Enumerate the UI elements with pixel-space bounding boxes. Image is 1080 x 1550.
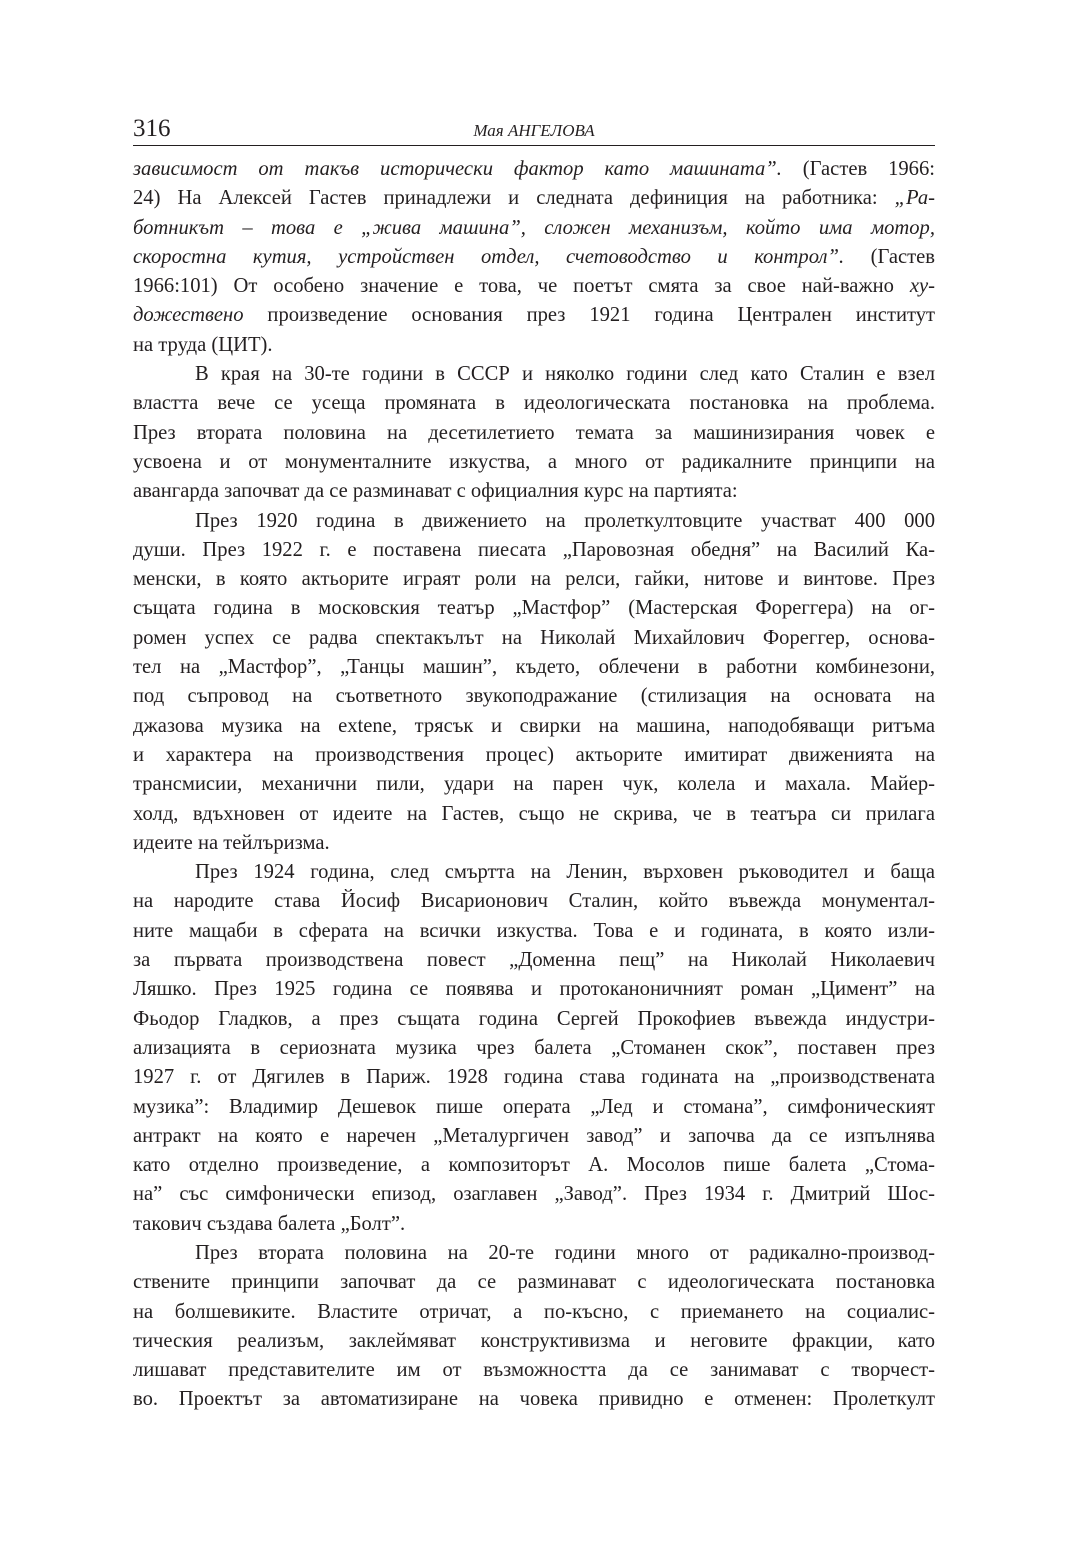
- text-line: [133, 741, 935, 770]
- text-line: [133, 448, 935, 477]
- text-line: [133, 272, 935, 301]
- page-number: 316: [133, 115, 171, 142]
- text-line: [133, 887, 935, 916]
- text-line: [133, 682, 935, 711]
- text-line: [133, 155, 935, 184]
- text-run: антракт на която е наречен „Металургичен завод” и започва да се изпълнява: [133, 1124, 935, 1147]
- text-line: [133, 1385, 935, 1414]
- text-line: [133, 331, 935, 360]
- page: [133, 112, 935, 1415]
- text-run: като отделно произведение, а композиторът А. Мосолов пише балета „Стома-: [133, 1154, 935, 1177]
- text-line: [133, 1268, 935, 1297]
- text-line: [133, 1063, 935, 1092]
- text-line: [133, 858, 935, 887]
- paragraph: [133, 858, 935, 1239]
- paragraph: [133, 360, 935, 506]
- text-run: и характера на производствения процес) актьорите имитират движенията на: [133, 743, 935, 766]
- text-run: во. Проектът за автоматизиране на човека привидно е отменен: Пролеткулт: [133, 1388, 935, 1411]
- italic-run: ху-: [909, 275, 935, 298]
- italic-run: зависимост от такъв исторически фактор като машината”.: [133, 158, 782, 180]
- text-run: тическия реализъм, заклеймяват конструктивизма и неговите фракции, като: [133, 1329, 935, 1352]
- text-line: [133, 1298, 935, 1327]
- text-line: [133, 360, 935, 389]
- text-line: [133, 389, 935, 418]
- text-line: [133, 800, 935, 829]
- text-run: ромен успех се радва спектакълът на Николай Михайлович Фореггер, основа-: [133, 626, 935, 649]
- text-run: трансмисии, механични пили, удари на парен чук, колела и махала. Майер-: [133, 773, 935, 796]
- text-line: [133, 624, 935, 653]
- text-run: същата година в московския театър „Мастфор” (Мастерская Фореггера) на ог-: [133, 597, 935, 620]
- text-run: През 1920 година в движението на пролеткултовците участват 400 000: [195, 509, 935, 532]
- text-run: властта вече се усеща промяната в идеологическата постановка на проблема.: [133, 392, 935, 415]
- text-run: на” със симфонически епизод, озаглавен „Завод”. През 1934 г. Дмитрий Шос-: [133, 1183, 935, 1206]
- text-run: лишават представителите им от възможността да се занимават с творчест-: [133, 1359, 935, 1382]
- running-head: [133, 112, 935, 146]
- text-line: [133, 1239, 935, 1268]
- text-line: [133, 946, 935, 975]
- text-run: музика”: Владимир Дешевок пише операта „Лед и стомана”, симфоническият: [133, 1095, 935, 1118]
- text-run: менски, в която актьорите играят роли на релси, гайки, нитове и винтове. През: [133, 568, 935, 591]
- text-line: [133, 1122, 935, 1151]
- text-line: [133, 829, 935, 858]
- text-run: джазова музика на extene, трясък и свирки на машина, наподобяващи ритъма: [133, 714, 935, 737]
- text-line: [133, 184, 935, 213]
- text-run: През 1924 година, след смъртта на Ленин, върховен ръководител и баща: [195, 861, 935, 884]
- text-run: тел на „Мастфор”, „Танцы машин”, където, облечени в работни комбинезони,: [133, 656, 935, 679]
- text-run: авангарда започват да се разминават с официалния курс на партията:: [133, 480, 738, 503]
- text-run: произведение основания през 1921 година Централен институт: [243, 304, 935, 327]
- text-run: идеите на тейлъризма.: [133, 831, 330, 854]
- text-line: [133, 594, 935, 623]
- text-run: Фьодор Гладков, а през същата година Сергей Прокофиев въвежда индустри-: [133, 1007, 935, 1030]
- text-line: [133, 536, 935, 565]
- text-line: [133, 1356, 935, 1385]
- text-run: за първата производствена повест „Доменна пещ” на Николай Николаевич: [133, 949, 935, 972]
- text-line: [133, 243, 935, 272]
- text-line: [133, 1151, 935, 1180]
- text-run: През втората половина на 20-те години много от радикално-производ-: [195, 1241, 935, 1264]
- text-run: души. През 1922 г. е поставена пиесата „Паровозная обедня” на Василий Ка-: [133, 538, 935, 561]
- text-line: [133, 1093, 935, 1122]
- text-run: на труда (ЦИТ).: [133, 333, 273, 356]
- text-run: на болшевиките. Властите отричат, а по-късно, с приемането на социалис-: [133, 1300, 935, 1323]
- text-line: [133, 419, 935, 448]
- text-line: [133, 507, 935, 536]
- italic-run: ботникът – това е „жива машина”, сложен механизъм, който има мотор,: [133, 216, 935, 239]
- text-run: такович създава балета „Болт”.: [133, 1212, 406, 1235]
- text-run: (Гастев: [844, 245, 935, 268]
- text-line: [133, 712, 935, 741]
- text-run: 1927 г. от Дягилев в Париж. 1928 година става годината на „производствената: [133, 1066, 935, 1089]
- text-run: 1966:101) От особено значение е това, че поетът смята за свое най-важно: [133, 275, 910, 298]
- text-run: холд, вдъхновен от идеите на Гастев, също не скрива, че в театъра си прилага: [133, 802, 935, 825]
- italic-run: дожествено: [133, 304, 244, 327]
- text-run: под съпровод на съответното звукоподражание (стилизация на основата на: [133, 685, 935, 708]
- italic-run: „Ра-: [894, 187, 935, 210]
- text-line: [133, 1005, 935, 1034]
- text-line: [133, 477, 935, 506]
- text-run: През втората половина на десетилетието темата за машинизирания човек е: [133, 421, 935, 444]
- text-line: [133, 1327, 935, 1356]
- text-run: ните мащаби в сферата на всички изкуства. Това е и годината, в която изли-: [133, 919, 935, 942]
- text-line: [133, 917, 935, 946]
- text-line: [133, 1180, 935, 1209]
- italic-run: скоростна кутия, устройствен отдел, счетоводство и контрол”.: [133, 245, 845, 268]
- paragraph: [133, 1239, 935, 1415]
- text-line: [133, 770, 935, 799]
- text-line: [133, 565, 935, 594]
- paragraph: [133, 155, 935, 360]
- body-text: [133, 155, 935, 1415]
- text-run: (Гастев 1966:: [781, 158, 935, 180]
- text-line: [133, 1034, 935, 1063]
- text-run: Ляшко. През 1925 година се появява и протоканоничният роман „Цимент” на: [133, 978, 935, 1001]
- text-run: на народите става Йосиф Висарионович Сталин, който въвежда монументал-: [133, 890, 935, 913]
- text-run: ствените принципи започват да се разминават с идеологическата постановка: [133, 1271, 935, 1294]
- text-line: [133, 1210, 935, 1239]
- text-line: [133, 301, 935, 330]
- author-name: Мая АНГЕЛОВА: [473, 121, 595, 140]
- text-line: [133, 214, 935, 243]
- text-run: ализацията в сериозната музика чрез балета „Стоманен скок”, поставен през: [133, 1036, 935, 1059]
- paragraph: [133, 507, 935, 859]
- text-line: [133, 975, 935, 1004]
- text-run: усвоена и от монументалните изкуства, а много от радикалните принципи на: [133, 450, 935, 473]
- text-run: В края на 30-те години в СССР и няколко години след като Сталин е взел: [195, 363, 935, 386]
- text-run: 24) На Алексей Гастев принадлежи и следната дефиниция на работника:: [133, 187, 895, 210]
- text-line: [133, 653, 935, 682]
